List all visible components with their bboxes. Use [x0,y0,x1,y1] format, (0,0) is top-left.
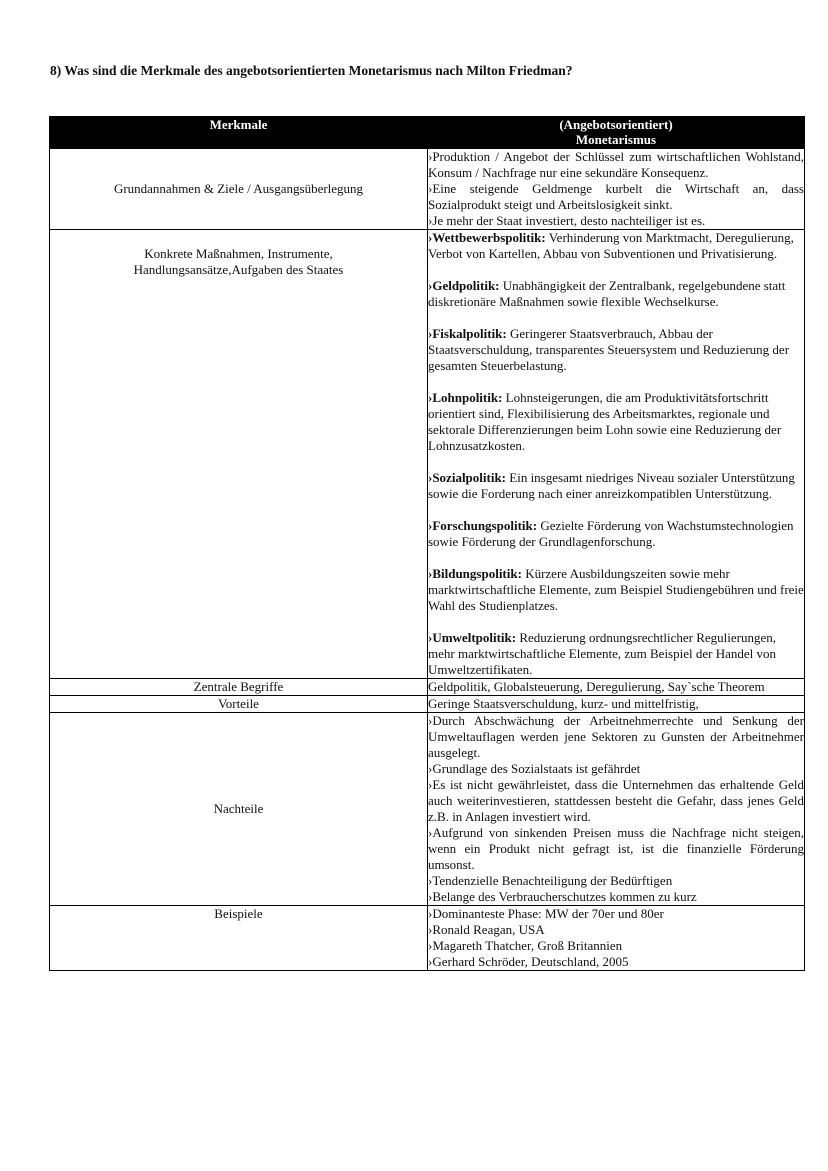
list-item: ›Durch Abschwächung der Arbeitnehmerrechte und Senkung der Umweltauflagen werden jene Sektoren zu Gunsten der Arbeitnehmer ausgelegt. [428,713,804,760]
list-item: ›Grundlage des Sozialstaats ist gefährdet [428,761,641,776]
row-content [428,713,805,906]
row-massnahmen [50,230,805,679]
row-label-line: Konkrete Maßnahmen, Instrumente, [144,246,333,261]
policy-keyword: ›Umweltpolitik: [428,630,517,645]
policy-text: Ein insgesamt niedriges Niveau sozialer Unterstützung sowie die Forderung nach einer anreizkompatiblen Unterstützung. [428,470,795,501]
list-item: ›Ronald Reagan, USA [428,922,545,937]
policy-keyword: ›Bildungspolitik: [428,566,522,581]
row-content [428,906,805,971]
policy-item [428,230,804,262]
list-item: ›Magareth Thatcher, Groß Britannien [428,938,623,953]
row-beispiele [50,906,805,971]
row-label [50,713,428,906]
policy-text: Reduzierung ordnungsrechtlicher Regulierungen, mehr marktwirtschaftliche Elemente, zum Beispiel der Handel von Umweltzertifikaten. [428,630,777,677]
policy-text: Lohnsteigerungen, die am Produktivitätsfortschritt orientiert sind, Flexibilisierung des Arbeitsmarktes, regionale und sektorale Differenzierungen beim Lohn sowie eine Reduzierung der Lohnzusatzkosten. [428,390,782,453]
row-label-text: Nachteile [213,801,264,816]
row-label [50,230,428,679]
row-label-text: Grundannahmen & Ziele / Ausgangsüberlegung [113,181,364,196]
row-label [50,149,428,230]
list-item: ›Tendenzielle Benachteiligung der Bedürftigen [428,873,673,888]
policy-keyword: ›Wettbewerbspolitik: [428,230,546,245]
list-item: ›Es ist nicht gewährleistet, dass die Unternehmen das erhaltende Geld auch weiterinvestieren, stattdessen besteht die Gefahr, dass jenes Geld z.B. in Anlagen investiert wird. [428,777,804,824]
row-label-line: Handlungsansätze,Aufgaben des Staates [133,262,344,277]
table-header-row [50,117,805,149]
header-monetarismus-line1: (Angebotsorientiert) [559,117,673,132]
list-item: ›Aufgrund von sinkenden Preisen muss die Nachfrage nicht steigen, wenn ein Produkt nicht gefragt ist, ist die finanzielle Förderung umsonst. [428,825,804,872]
row-content-text: Geringe Staatsverschuldung, kurz- und mittelfristig, [428,696,699,711]
row-label [50,679,428,696]
list-item: ›Eine steigende Geldmenge kurbelt die Wirtschaft an, dass Sozialprodukt steigt und Arbeitslosigkeit sinkt. [428,181,804,212]
policy-keyword: ›Sozialpolitik: [428,470,507,485]
list-item: ›Belange des Verbraucherschutzes kommen zu kurz [428,889,697,904]
row-label-text: Zentrale Begriffe [193,679,284,694]
row-content [428,230,805,679]
row-nachteile [50,713,805,906]
list-item: ›Dominanteste Phase: MW der 70er und 80er [428,906,664,921]
header-monetarismus-line2: Monetarismus [575,132,657,147]
policy-keyword: ›Forschungspolitik: [428,518,538,533]
row-label-text: Vorteile [218,696,259,711]
policy-text: Kürzere Ausbildungszeiten sowie mehr marktwirtschaftliche Elemente, zum Beispiel Studiengebühren und freie Wahl des Studienplatzes. [428,566,804,613]
policy-text: Verhinderung von Marktmacht, Deregulierung, Verbot von Kartellen, Abbau von Subventionen und Privatisierung. [428,230,794,261]
header-merkmale: Merkmale [50,117,428,149]
row-label [50,906,428,971]
comparison-table [49,116,805,971]
policy-item [428,390,804,454]
row-label [50,696,428,713]
row-content [428,679,805,696]
policy-item [428,278,804,310]
header-monetarismus [428,117,805,149]
policy-item [428,518,804,550]
row-grundannahmen [50,149,805,230]
row-content [428,696,805,713]
policy-text: Unabhängigkeit der Zentralbank, regelgebundene statt diskretionäre Maßnahmen sowie flexible Wechselkurse. [428,278,786,309]
policy-item [428,326,804,374]
list-item: ›Je mehr der Staat investiert, desto nachteiliger ist es. [428,213,706,228]
policy-text: Gezielte Förderung von Wachstumstechnologien sowie Förderung der Grundlagenforschung. [428,518,794,549]
policy-item [428,630,804,678]
list-item: ›Gerhard Schröder, Deutschland, 2005 [428,954,629,969]
policy-item [428,470,804,502]
policy-item [428,566,804,614]
row-vorteile [50,696,805,713]
list-item: ›Produktion / Angebot der Schlüssel zum wirtschaftlichen Wohlstand, Konsum / Nachfrage nur eine sekundäre Konsequenz. [428,149,804,180]
policy-keyword: ›Fiskalpolitik: [428,326,507,341]
policy-text: Geringerer Staatsverbrauch, Abbau der Staatsverschuldung, transparentes Steuersystem und Reduzierung der gesamten Steuerbelastung. [428,326,790,373]
policy-keyword: ›Geldpolitik: [428,278,500,293]
row-content-text: Geldpolitik, Globalsteuerung, Deregulierung, Say`sche Theorem [428,679,765,694]
question-heading: 8) Was sind die Merkmale des angebotsorientierten Monetarismus nach Milton Friedman? [50,63,573,78]
row-content [428,149,805,230]
policy-keyword: ›Lohnpolitik: [428,390,503,405]
row-zentrale-begriffe [50,679,805,696]
row-label-text: Beispiele [214,906,263,921]
